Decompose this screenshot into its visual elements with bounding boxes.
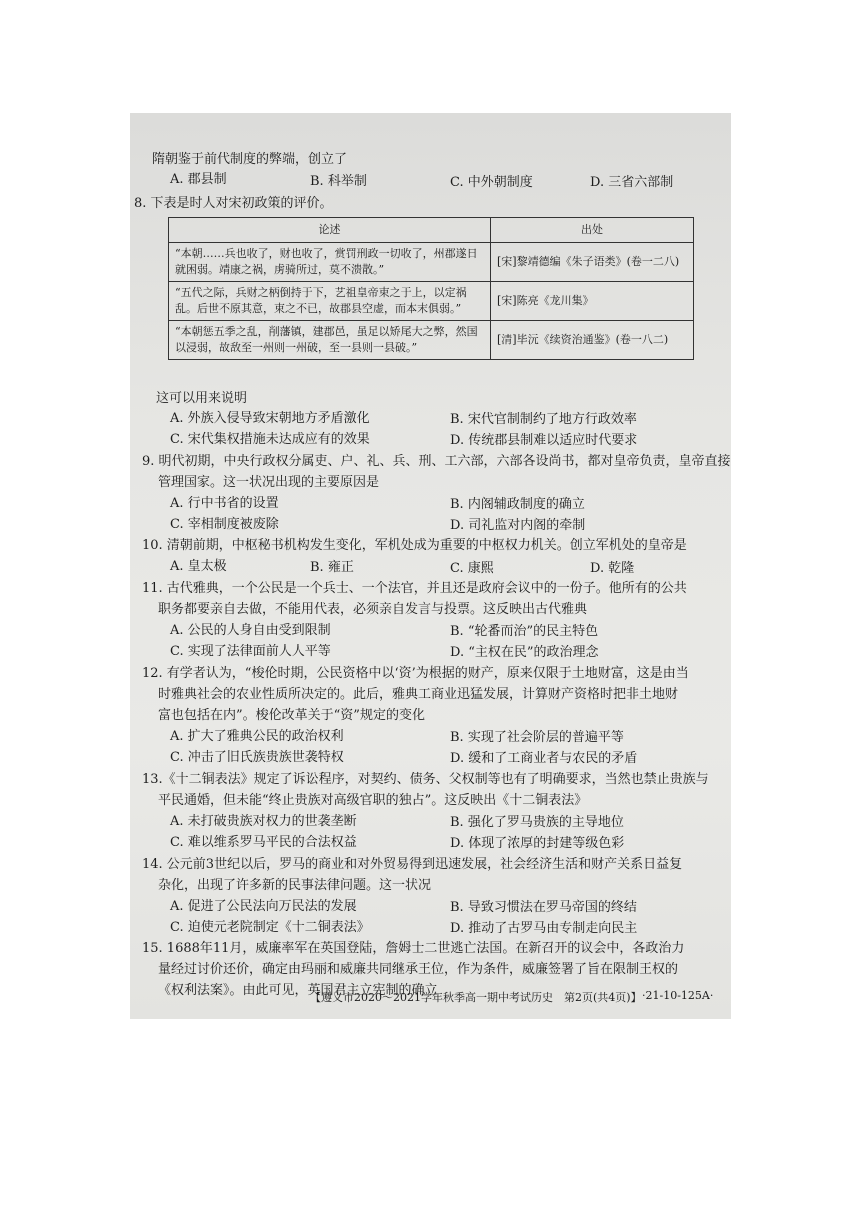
q15-stem-line-3: 《权利法案》。由此可见，英国君主立宪制的确立 bbox=[158, 983, 438, 998]
table-cell-quote: “本朝……兵也收了，财也收了，赏罚刑政一切收了，州郡遂日就困弱。靖康之祸，虏骑所过，莫不溃散。” bbox=[169, 243, 491, 282]
q12-option-a: A. 扩大了雅典公民的政治权利 bbox=[170, 729, 344, 744]
q13-option-b: B. 强化了罗马贵族的主导地位 bbox=[450, 815, 624, 830]
q13-option-c: C. 难以维系罗马平民的合法权益 bbox=[170, 835, 357, 850]
q8-option-c: C. 宋代集权措施未达成应有的效果 bbox=[170, 432, 370, 447]
q8-stem: 8. 下表是时人对宋初政策的评价。 bbox=[134, 196, 333, 211]
q14-stem-line-1: 14. 公元前3世纪以后，罗马的商业和对外贸易得到迅速发展，社会经济生活和财产关系日益复 bbox=[142, 857, 683, 872]
q14-stem-line-2: 杂化，出现了许多新的民事法律问题。这一状况 bbox=[158, 878, 432, 893]
q12-stem-line-2: 时雅典社会的农业性质所决定的。此后，雅典工商业迅猛发展，计算财产资格时把非土地财 bbox=[158, 687, 679, 702]
q13-stem-line-2: 平民通婚，但未能“终止贵族对高级官职的独占”。这反映出《十二铜表法》 bbox=[158, 793, 588, 808]
q11-stem-line-1: 11. 古代雅典，一个公民是一个兵士、一个法官，并且还是政府会议中的一份子。他所有的公共 bbox=[142, 581, 687, 596]
q11-option-a: A. 公民的人身自由受到限制 bbox=[170, 623, 331, 638]
q10-option-b: B. 雍正 bbox=[310, 560, 354, 575]
q8-option-b: B. 宋代官制制约了地方行政效率 bbox=[450, 412, 637, 427]
q13-option-d: D. 体现了浓厚的封建等级色彩 bbox=[450, 836, 625, 851]
q8-option-d: D. 传统郡县制难以适应时代要求 bbox=[450, 433, 638, 448]
q7-option-b: B. 科举制 bbox=[310, 174, 367, 189]
q8-evaluation-table bbox=[168, 217, 694, 360]
q7-option-c: C. 中外朝制度 bbox=[450, 175, 533, 190]
table-cell-source: [清]毕沅《续资治通鉴》(卷一八二) bbox=[491, 321, 694, 360]
q10-option-d: D. 乾隆 bbox=[590, 561, 635, 576]
q13-stem-line-1: 13.《十二铜表法》规定了诉讼程序，对契约、债务、父权制等也有了明确要求，当然也禁止贵族与 bbox=[142, 772, 709, 787]
page-footer: 【遵义市2020～2021学年秋季高一期中考试历史 第2页(共4页)】 bbox=[310, 991, 642, 1004]
q7-option-d: D. 三省六部制 bbox=[590, 175, 674, 190]
q15-stem-line-2: 量经过讨价还价，确定由玛丽和威廉共同继承王位，作为条件，威廉签署了旨在限制王权的 bbox=[158, 962, 679, 977]
q14-option-a: A. 促进了公民法向万民法的发展 bbox=[170, 899, 357, 914]
q10-option-c: C. 康熙 bbox=[450, 561, 494, 576]
q10-option-a: A. 皇太极 bbox=[170, 559, 227, 574]
table-cell-source: [宋]黎靖德编《朱子语类》(卷一二八) bbox=[491, 243, 694, 282]
table-header-row bbox=[169, 218, 694, 243]
q12-stem-line-3: 富也包括在内”。梭伦改革关于“资”规定的变化 bbox=[158, 708, 425, 723]
table-cell-quote: “本朝惩五季之乱，削藩镇，建郡邑，虽足以矫尾大之弊，然国以浸弱，故敌至一州则一州破，至一县则一县破。” bbox=[169, 321, 491, 360]
q8-option-a: A. 外族入侵导致宋朝地方矛盾激化 bbox=[170, 411, 370, 426]
q11-option-b: B. “轮番而治”的民主特色 bbox=[450, 624, 599, 639]
exam-page-photo bbox=[130, 113, 731, 1019]
q15-stem-line-1: 15. 1688年11月，威廉率军在英国登陆，詹姆士二世逃亡法国。在新召开的议会中，各政治力 bbox=[142, 941, 685, 956]
q14-option-c: C. 迫使元老院制定《十二铜表法》 bbox=[170, 920, 370, 935]
table-header-source: 出处 bbox=[491, 218, 694, 243]
q9-option-d: D. 司礼监对内阁的牵制 bbox=[450, 518, 586, 533]
table-cell-quote: “五代之际，兵财之柄倒持于下，艺祖皇帝束之于上，以定祸乱。后世不原其意，束之不已，故郡县空虚，而本末俱弱。” bbox=[169, 282, 491, 321]
q11-option-d: D. “主权在民”的政治理念 bbox=[450, 645, 599, 660]
q12-stem-line-1: 12. 有学者认为，“梭伦时期，公民资格中以‘资’为根据的财产，原来仅限于土地财富，这是由当 bbox=[142, 666, 689, 681]
table-cell-source: [宋]陈亮《龙川集》 bbox=[491, 282, 694, 321]
q12-option-b: B. 实现了社会阶层的普遍平等 bbox=[450, 730, 624, 745]
q14-option-b: B. 导致习惯法在罗马帝国的终结 bbox=[450, 900, 637, 915]
q9-option-c: C. 宰相制度被废除 bbox=[170, 517, 279, 532]
q10-stem: 10. 清朝前期，中枢秘书机构发生变化，军机处成为重要的中枢权力机关。创立军机处的皇帝是 bbox=[142, 538, 687, 553]
table-header-quote: 论述 bbox=[169, 218, 491, 243]
q7-stem: 隋朝鉴于前代制度的弊端，创立了 bbox=[152, 152, 348, 167]
page-code: ·21-10-125A· bbox=[642, 989, 714, 1002]
table-row bbox=[169, 321, 694, 360]
q12-option-d: D. 缓和了工商业者与农民的矛盾 bbox=[450, 751, 638, 766]
q12-option-c: C. 冲击了旧氏族贵族世袭特权 bbox=[170, 750, 344, 765]
table-row bbox=[169, 282, 694, 321]
q9-stem-line-2: 管理国家。这一状况出现的主要原因是 bbox=[158, 475, 380, 490]
q13-option-a: A. 未打破贵族对权力的世袭垄断 bbox=[170, 814, 357, 829]
q9-option-b: B. 内阁辅政制度的确立 bbox=[450, 497, 585, 512]
q11-option-c: C. 实现了法律面前人人平等 bbox=[170, 644, 331, 659]
q8-follow-up: 这可以用来说明 bbox=[156, 391, 248, 406]
q9-option-a: A. 行中书省的设置 bbox=[170, 496, 279, 511]
q11-stem-line-2: 职务都要亲自去做，不能用代表，必须亲自发言与投票。这反映出古代雅典 bbox=[158, 602, 588, 617]
q14-option-d: D. 推动了古罗马由专制走向民主 bbox=[450, 921, 638, 936]
q9-stem-line-1: 9. 明代初期，中央行政权分属吏、户、礼、兵、刑、工六部，六部各设尚书，都对皇帝负责，皇帝直接 bbox=[142, 454, 731, 469]
table-row bbox=[169, 243, 694, 282]
q7-option-a: A. 郡县制 bbox=[170, 172, 227, 187]
